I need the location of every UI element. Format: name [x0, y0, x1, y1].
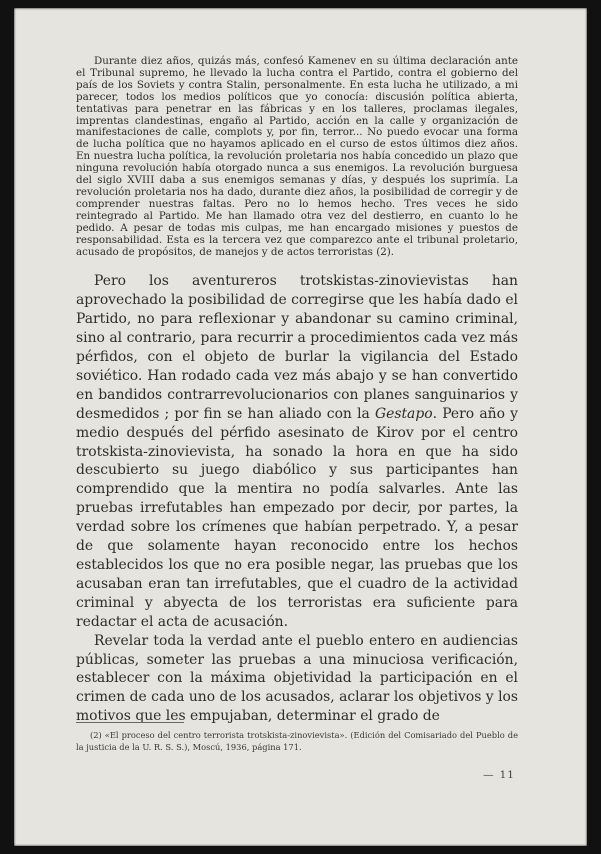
text-column [76, 56, 518, 726]
paragraph-1 [76, 272, 518, 631]
kamenev-quote: Durante diez años, quizás más, confesó Kamenev en su última declaración ante el Tribunal supremo, he llevado la lucha contra el Partido, contra el gobierno del país de los Soviets y contra Stalin, personalmente. En esta lucha he utilizado, a mi parecer, todos los medios políticos que yo conocía: discusión política abierta, tentativas para penetrar en las fábricas y en los talleres, proclamas ilegales, imprentas clandestinas, engaño al Partido, acción en la calle y organización de manifestaciones de calle, complots y, por fin, terror... No puedo evocar una forma de lucha política que no hayamos aplicado en el curso de estos últimos diez años. En nuestra lucha política, la revolución proletaria nos había concedido un plazo que ninguna revolución había otorgado nunca a sus enemigos. La revolución burguesa del siglo XVIII daba a sus enemigos semanas y días, y después los suprimía. La revolución proletaria nos ha dado, durante diez años, la posibilidad de corregir y de comprender nuestras faltas. Pero no lo hemos hecho. Tres veces he sido reintegrado al Partido. Me han llamado otra vez del destierro, en cuanto lo he pedido. A pesar de todas mis culpas, me han encargado misiones y puestos de responsabilidad. Esta es la tercera vez que comparezco ante el tribunal proletario, acusado de propósitos, de manejos y de actos terroristas (2). [76, 55, 518, 258]
page-number-value: 11 [499, 769, 515, 781]
paragraph-1-before: Pero los aventureros trotskistas-zinovievistas han aprovechado la posibilidad de corregirse que les había dado el Partido, no para reflexionar y abandonar su camino criminal, sino al contrario, para recurrir a procedimientos cada vez más pérfidos, con el objeto de burlar la vigilancia del Estado soviético. Han rodado cada vez más abajo y se han convertido en bandidos contrarrevolucionarios con planes sanguinarios y desmedidos ; por fin se han aliado con la [76, 273, 518, 422]
page-number [483, 769, 515, 781]
page-number-dash: — [483, 769, 495, 781]
book-page [14, 8, 587, 846]
footnote-rule [76, 722, 184, 723]
paragraph-1-after: . Pero año y medio después del pérfido asesinato de Kirov por el centro trotskista-zinovievista, ha sonado la hora en que ha sido descubierto su juego diabólico y sus participantes han comprendido que la mentira no podía salvarles. Ante las pruebas irrefutables han empezado por decir, por partes, la verdad sobre los crímenes que habían perpetrado. Y, a pesar de que solamente hayan reconocido entre los hechos establecidos los que no era posible negar, las pruebas que los acusaban eran tan irrefutables, que el cuadro de la actividad criminal y abyecta de los terroristas era suficiente para redactar el acta de acusación. [76, 405, 519, 630]
paragraph-1-italic: Gestapo [375, 405, 433, 422]
body-text [76, 272, 518, 726]
paragraph-2: Revelar toda la verdad ante el pueblo entero en audiencias públicas, someter las pruebas a una minuciosa verificación, establecer con la máxima objetividad la participación en el crimen de cada uno de los acusados, aclarar los objetivos y los motivos que les empujaban, determinar el grado de [76, 632, 518, 725]
footnote: (2) «El proceso del centro terrorista trotskista-zinovievista». (Edición del Comisariado del Pueblo de la justicia de la U. R. S. S.), Moscú, 1936, página 171. [76, 730, 518, 752]
